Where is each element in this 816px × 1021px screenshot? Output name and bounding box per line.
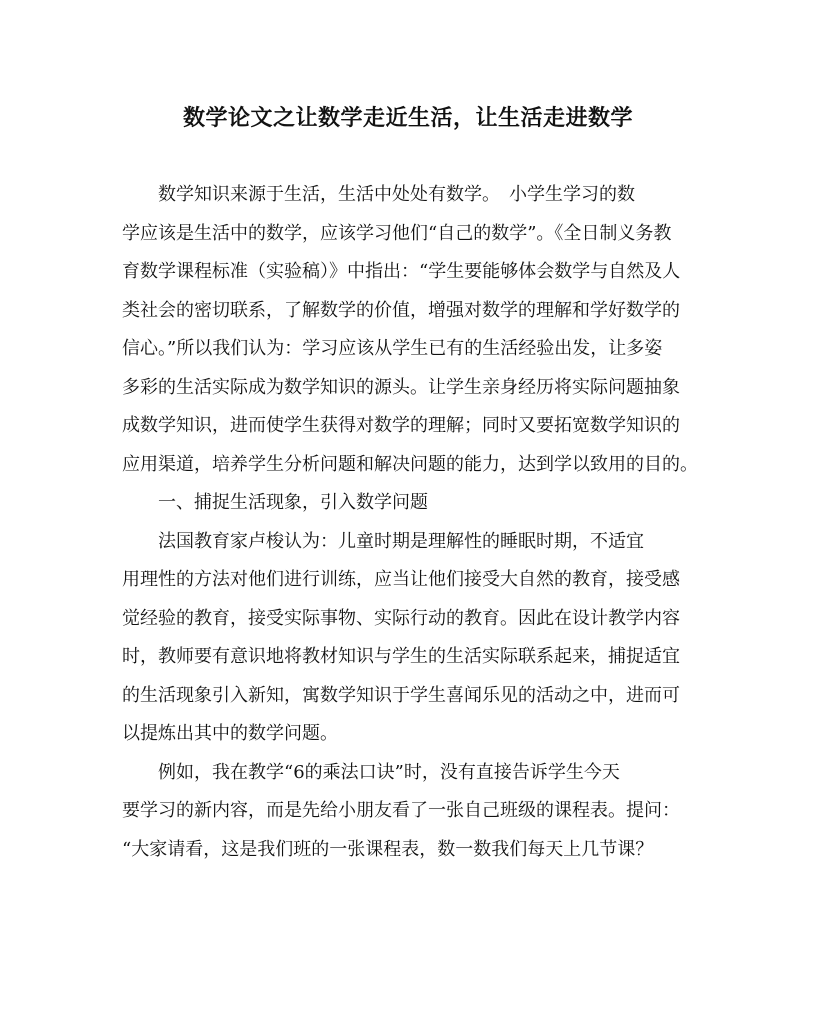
text-line: 时，教师要有意识地将教材知识与学生的生活实际联系起来，捕捉适宜 bbox=[122, 646, 680, 667]
document-title: 数学论文之让数学走近生活，让生活走进数学 bbox=[182, 105, 633, 131]
text-line: 的生活现象引入新知，寓数学知识于学生喜闻乐见的活动之中，进而可 bbox=[122, 685, 680, 706]
text-line: 觉经验的教育，接受实际事物、实际行动的教育。因此在设计教学内容 bbox=[122, 608, 680, 629]
text-line: 法国教育家卢梭认为：儿童时期是理解性的睡眠时期，不适宜 bbox=[122, 531, 644, 552]
text-line: 应用渠道，培养学生分析问题和解决问题的能力，达到学以致用的目的。 bbox=[122, 454, 698, 475]
text-line: 以提炼出其中的数学问题。 bbox=[122, 723, 338, 744]
text-line: “大家请看，这是我们班的一张课程表，数一数我们每天上几节课？ bbox=[122, 839, 654, 860]
section-heading: 一、捕捉生活现象，引入数学问题 bbox=[122, 492, 428, 513]
text-line: 育数学课程标准（实验稿）》中指出：“学生要能够体会数学与自然及人 bbox=[122, 261, 681, 282]
text-line: 类社会的密切联系，了解数学的价值，增强对数学的理解和学好数学的 bbox=[122, 300, 680, 321]
text-line: 数学知识来源于生活，生活中处处有数学。 小学生学习的数 bbox=[122, 184, 635, 205]
text-line: 例如，我在教学“6的乘法口诀”时，没有直接告诉学生今天 bbox=[122, 762, 620, 783]
text-line: 学应该是生活中的数学，应该学习他们“自己的数学”。《全日制义务教 bbox=[122, 223, 672, 244]
text-line: 成数学知识，进而使学生获得对数学的理解；同时又要拓宽数学知识的 bbox=[122, 415, 680, 436]
text-line: 要学习的新内容，而是先给小朋友看了一张自己班级的课程表。提问： bbox=[122, 800, 680, 821]
text-line: 多彩的生活实际成为数学知识的源头。让学生亲身经历将实际问题抽象 bbox=[122, 377, 680, 398]
text-line: 信心。”所以我们认为：学习应该从学生已有的生活经验出发，让多姿 bbox=[122, 338, 663, 359]
text-line: 用理性的方法对他们进行训练，应当让他们接受大自然的教育，接受感 bbox=[122, 569, 680, 590]
